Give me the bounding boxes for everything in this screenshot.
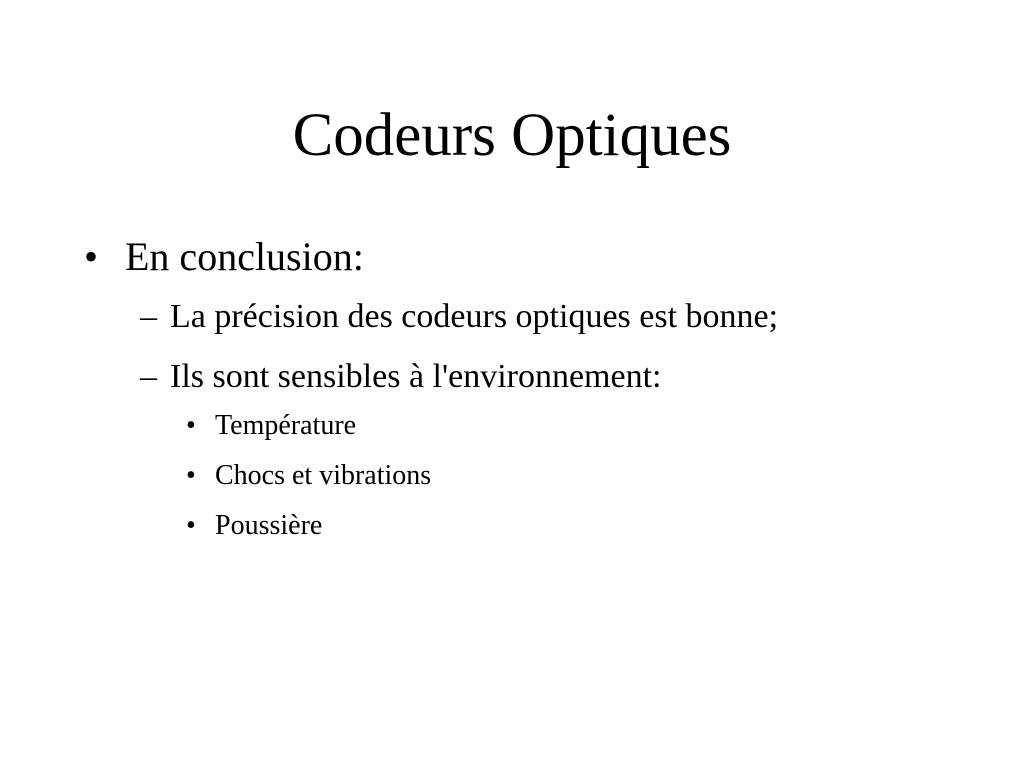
bullet-marker: • bbox=[186, 510, 196, 541]
slide-title: Codeurs Optiques bbox=[292, 102, 732, 169]
sub-sub-item-poussiere bbox=[186, 508, 322, 544]
sub-sub-item-text: Température bbox=[215, 410, 357, 441]
sub-item-text: Ils sont sensibles à l'environnement: bbox=[170, 358, 662, 395]
bullet-marker: • bbox=[186, 460, 196, 491]
bullet-marker: • bbox=[186, 410, 196, 441]
bullet-marker: • bbox=[84, 234, 99, 279]
sub-item-precision bbox=[140, 295, 778, 339]
sub-sub-item-text: Poussière bbox=[215, 510, 323, 541]
sub-sub-item-text: Chocs et vibrations bbox=[215, 460, 432, 491]
sub-item-environment bbox=[140, 355, 662, 399]
bullet-text: En conclusion: bbox=[125, 234, 364, 279]
bullet-item-conclusion bbox=[84, 231, 364, 283]
dash-marker: – bbox=[140, 298, 157, 335]
dash-marker: – bbox=[140, 358, 157, 395]
sub-sub-item-temperature bbox=[186, 408, 356, 444]
sub-item-text: La précision des codeurs optiques est bonne; bbox=[170, 298, 779, 335]
sub-sub-item-chocs bbox=[186, 458, 431, 494]
